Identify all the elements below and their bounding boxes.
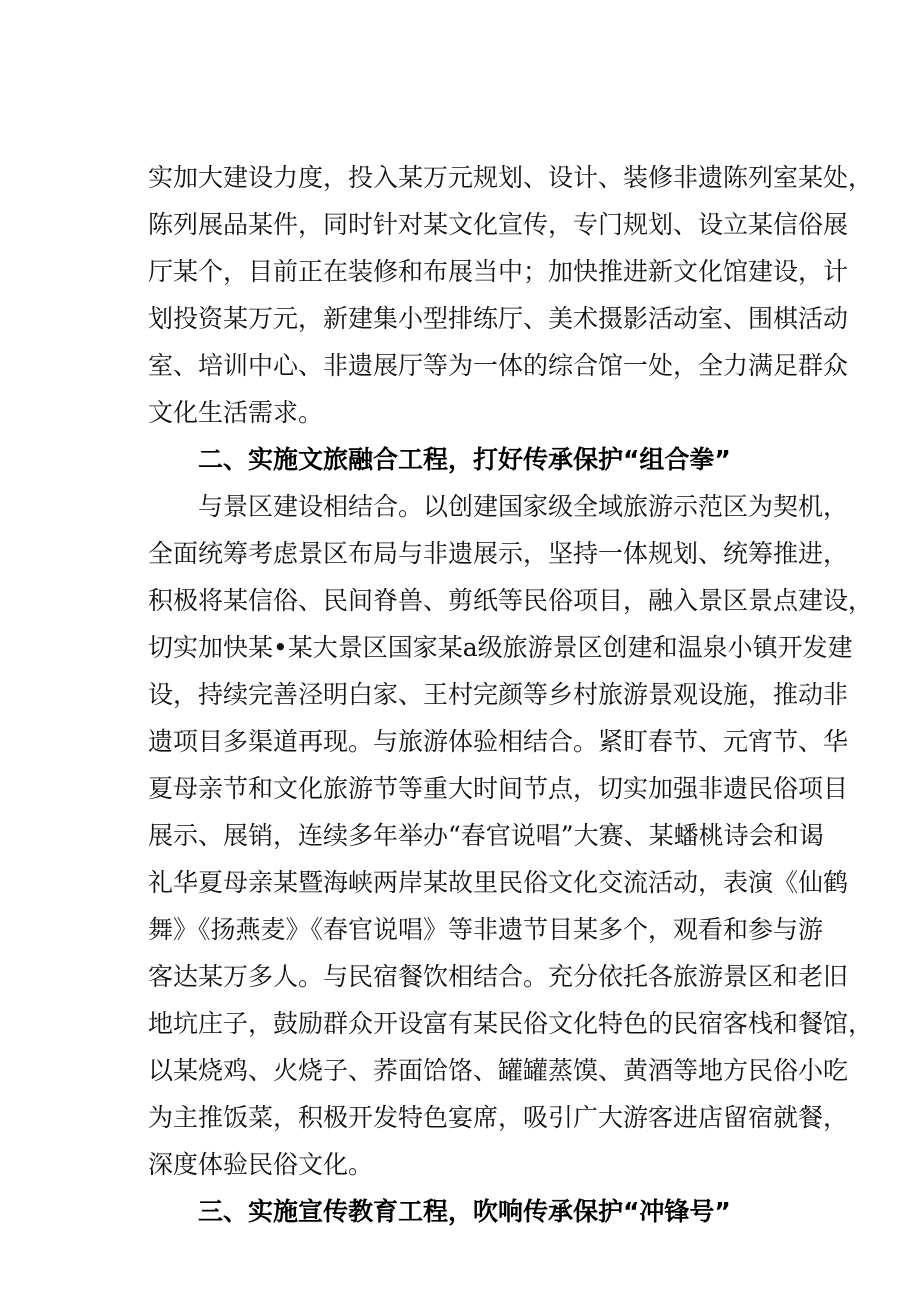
paragraph-2-line-7: 夏母亲节和文化旅游节等重大时间节点，切实加强非遗民俗项目 (148, 774, 849, 803)
paragraph-2-line-5: 设，持续完善泾明白家、王村完颜等乡村旅游景观设施，推动非 (148, 680, 849, 709)
section-heading-3: 三、实施宣传教育工程，吹响传承保护“冲锋号” (198, 1197, 731, 1226)
paragraph-2-line-13: 以某烧鸡、火烧子、荞面饸饹、罐罐蒸馍、黄酒等地方民俗小吃 (148, 1056, 849, 1085)
paragraph-2-line-14: 为主推饭菜，积极开发特色宴席，吸引广大游客进店留宿就餐， (148, 1103, 849, 1132)
paragraph-2-line-1: 与景区建设相结合。以创建国家级全域旅游示范区为契机， (198, 492, 849, 521)
section-heading-2: 二、实施文旅融合工程，打好传承保护“组合拳” (198, 445, 731, 474)
paragraph-2-line-15: 深度体验民俗文化。 (148, 1150, 374, 1179)
paragraph-2-line-6: 遗项目多渠道再现。与旅游体验相结合。紧盯春节、元宵节、华 (148, 727, 849, 756)
paragraph-2-line-3: 积极将某信俗、民间脊兽、剪纸等民俗项目，融入景区景点建设， (148, 586, 874, 615)
paragraph-1-line-3: 厅某个，目前正在装修和布展当中；加快推进新文化馆建设，计 (148, 257, 849, 286)
paragraph-2-line-11: 客达某万多人。与民宿餐饮相结合。充分依托各旅游景区和老旧 (148, 962, 849, 991)
paragraph-2-line-9: 礼华夏母亲某暨海峡两岸某故里民俗文化交流活动，表演《仙鹤 (148, 868, 849, 897)
paragraph-1-line-1: 实加大建设力度，投入某万元规划、设计、装修非遗陈列室某处， (148, 163, 874, 192)
paragraph-1-line-4: 划投资某万元，新建集小型排练厅、美术摄影活动室、围棋活动 (148, 304, 849, 333)
paragraph-2-line-4: 切实加快某•某大景区国家某a级旅游景区创建和温泉小镇开发建 (148, 633, 853, 662)
paragraph-1-line-6: 文化生活需求。 (148, 398, 324, 427)
paragraph-2-line-2: 全面统筹考虑景区布局与非遗展示，坚持一体规划、统筹推进， (148, 539, 849, 568)
paragraph-2-line-8: 展示、展销，连续多年举办“春官说唱”大赛、某蟠桃诗会和谒 (148, 821, 824, 850)
paragraph-2-line-10: 舞》《扬燕麦》《春官说唱》等非遗节目某多个，观看和参与游 (148, 915, 824, 944)
paragraph-1-line-2: 陈列展品某件，同时针对某文化宣传，专门规划、设立某信俗展 (148, 210, 849, 239)
paragraph-2-line-12: 地坑庄子，鼓励群众开设富有某民俗文化特色的民宿客栈和餐馆， (148, 1009, 874, 1038)
paragraph-1-line-5: 室、培训中心、非遗展厅等为一体的综合馆一处，全力满足群众 (148, 351, 849, 380)
